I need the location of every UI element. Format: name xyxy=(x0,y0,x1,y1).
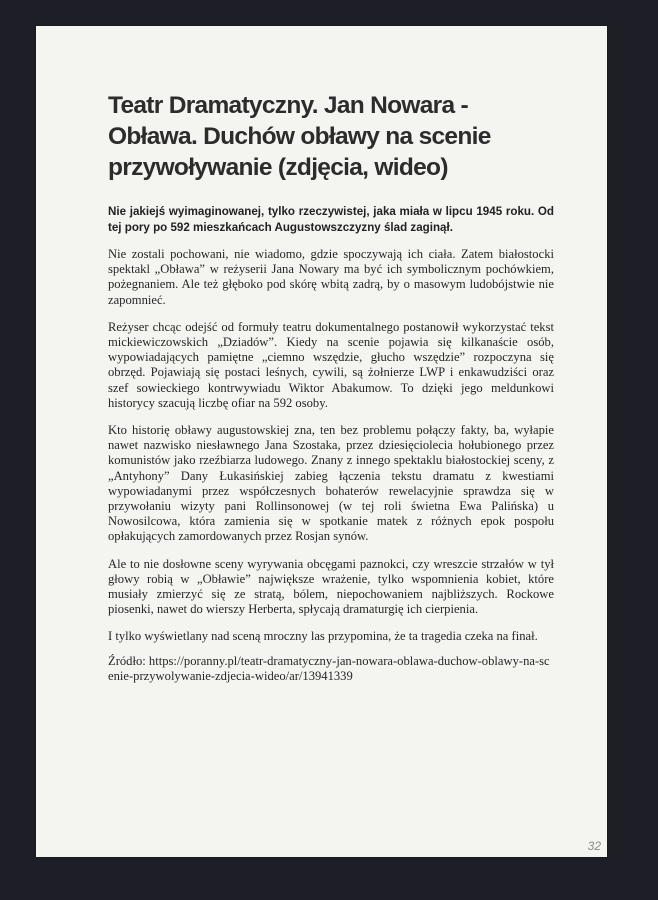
article-lead: Nie jakiejś wyimaginowanej, tylko rzeczywistej, jaka miała w lipcu 1945 roku. Od tej pory po 592 mieszkańcach Augustowszczyzny ślad zaginął. xyxy=(108,205,554,234)
article-paragraph-2: Reżyser chcąc odejść od formuły teatru dokumentalnego postanowił wykorzystać tekst mickiewiczowskich „Dziadów”. Kiedy na scenie pojawia się kilkanaście osób, wypowiadających pamiętne „ciemno wszędzie, głucho wszędzie” rozpoczyna się obrzęd. Pojawiają się postaci leśnych, cywili, są żołnierze LWP i enkawudziści oraz szef sowieckiego kontrwywiadu Wiktor Abakumow. To dzięki jego meldunkowi historycy szacują liczbę ofiar na 592 osoby. xyxy=(108,319,554,410)
document-page xyxy=(36,26,607,857)
article-paragraph-1: Nie zostali pochowani, nie wiadomo, gdzie spoczywają ich ciała. Zatem białostocki spektakl „Obława” w reżyserii Jana Nowary ma być ich symbolicznym pochówkiem, pożegnaniem. Ale też głęboko pod skórę wbitą zadrą, by o masowym ludobójstwie nie zapomnieć. xyxy=(108,247,554,307)
article-source: Źródło: https://poranny.pl/teatr-dramatyczny-jan-nowara-oblawa-duchow-oblawy-na-scenie-przywolywanie-zdjecia-wideo/ar/13941339 xyxy=(108,653,550,683)
article-paragraph-4: Ale to nie dosłowne sceny wyrywania obcęgami paznokci, czy wreszcie strzałów w tył głowy robią w „Obławie” największe wrażenie, tylko wspomnienia kobiet, które musiały zmierzyć się ze stratą, bólem, niepochowaniem najbliższych. Rockowe piosenki, nawet do wierszy Herberta, spłycają dramaturgię ich cierpienia. xyxy=(108,556,554,617)
article-paragraph-3: Kto historię obławy augustowskiej zna, ten bez problemu połączy fakty, ba, wyłapie nawet nazwisko niesławnego Jana Szostaka, przez dziesięciolecia hołubionego przez komunistów jako rzeźbiarza ludowego. Znany z innego spektaklu białostockiej sceny, z „Antyhony” Dany Łukasińskiej zabieg łączenia tekstu dramatu z kwestiami wypowiadanymi przez współczesnych bohaterów rewelacyjnie sprawdza się w przywołaniu wizyty pani Rollinsonowej (w tej roli świetna Ewa Palińska) u Nowosilcowa, która zamienia się w spotkanie matek z różnych epok pospołu opłakujących zamordowanych przez Rosjan synów. xyxy=(108,423,554,544)
article-title: Teatr Dramatyczny. Jan Nowara - Obława. Duchów obławy na scenie przywoływanie (zdjęcia, wideo) xyxy=(108,92,491,181)
article-paragraph-5: I tylko wyświetlany nad sceną mroczny las przypomina, że ta tragedia czeka na finał. xyxy=(108,629,538,644)
page-number: 32 xyxy=(587,839,601,853)
article xyxy=(108,90,554,684)
